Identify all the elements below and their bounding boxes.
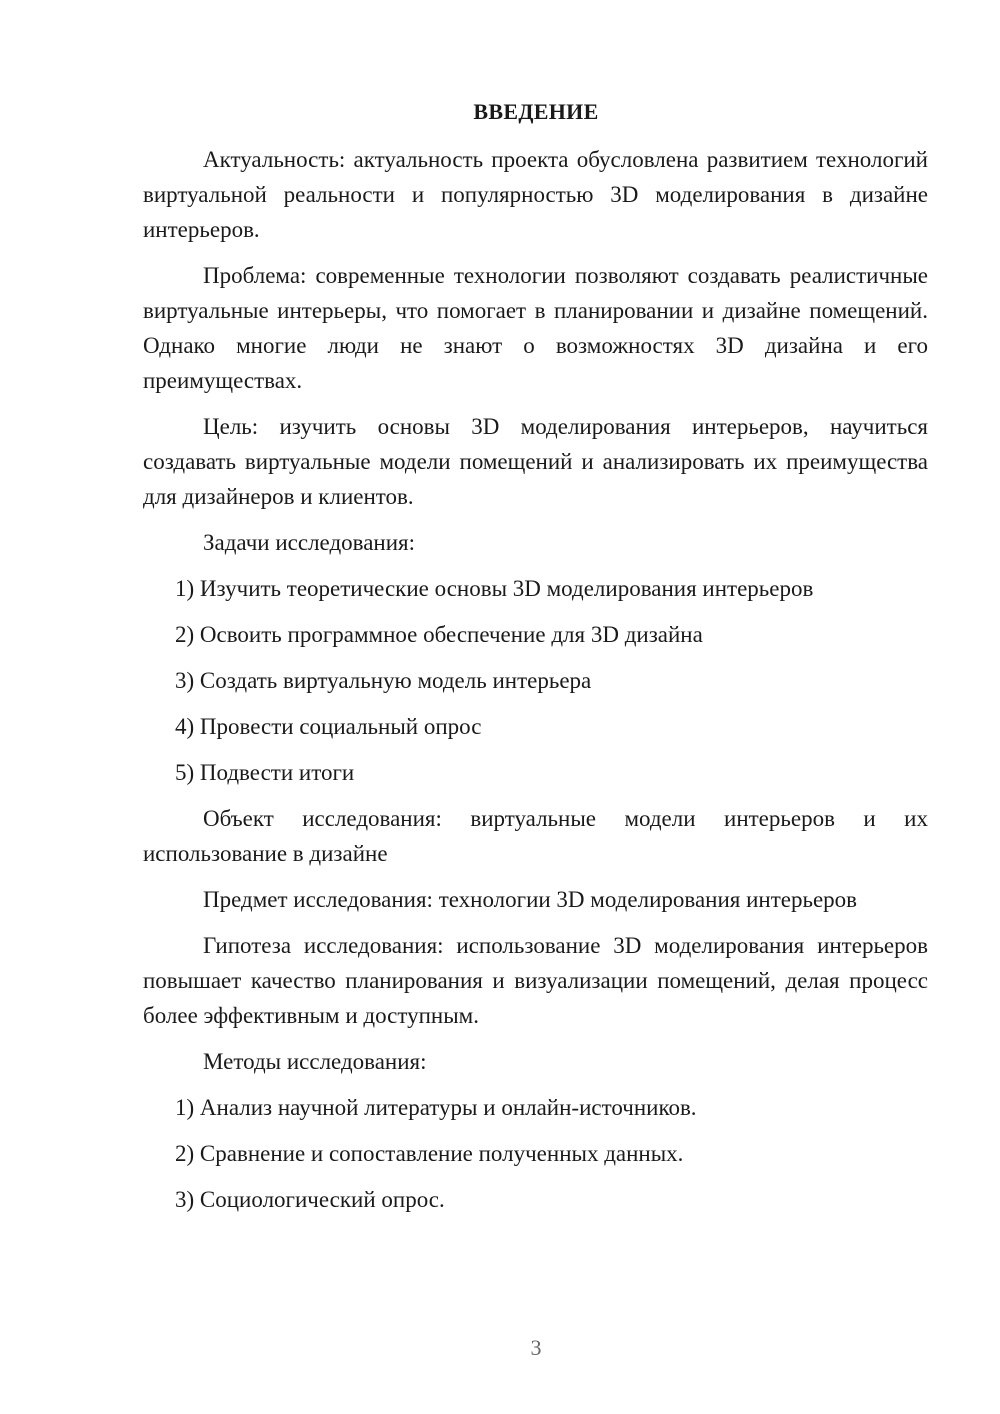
task-item: 4) Провести социальный опрос — [175, 714, 482, 739]
document-body — [143, 142, 928, 1228]
relevance-paragraph: Актуальность: актуальность проекта обусловлена развитием технологий виртуальной реальности и популярностью 3D моделирования в дизайне интерьеров. — [143, 147, 928, 242]
page-number: 3 — [530, 1335, 542, 1360]
object-paragraph: Объект исследования: виртуальные модели интерьеров и их использование в дизайне — [143, 806, 928, 866]
tasks-heading: Задачи исследования: — [203, 530, 416, 555]
task-item: 3) Создать виртуальную модель интерьера — [175, 668, 592, 693]
subject-paragraph: Предмет исследования: технологии 3D моделирования интерьеров — [203, 887, 858, 912]
task-item: 1) Изучить теоретические основы 3D моделирования интерьеров — [175, 576, 814, 601]
task-item: 5) Подвести итоги — [175, 760, 355, 785]
methods-heading: Методы исследования: — [203, 1049, 427, 1074]
problem-paragraph: Проблема: современные технологии позволяют создавать реалистичные виртуальные интерьеры, что помогает в планировании и дизайне помещений. Однако многие люди не знают о возможностях 3D дизайна и его преимуществах. — [143, 263, 928, 393]
method-item: 1) Анализ научной литературы и онлайн-источников. — [175, 1095, 697, 1120]
goal-paragraph: Цель: изучить основы 3D моделирования интерьеров, научиться создавать виртуальные модели помещений и анализировать их преимущества для дизайнеров и клиентов. — [143, 414, 928, 509]
section-title: ВВЕДЕНИЕ — [473, 99, 599, 124]
task-item: 2) Освоить программное обеспечение для 3D дизайна — [175, 622, 703, 647]
hypothesis-paragraph: Гипотеза исследования: использование 3D моделирования интерьеров повышает качество планирования и визуализации помещений, делая процесс более эффективным и доступным. — [143, 933, 928, 1028]
method-item: 3) Социологический опрос. — [175, 1187, 445, 1212]
method-item: 2) Сравнение и сопоставление полученных данных. — [175, 1141, 684, 1166]
